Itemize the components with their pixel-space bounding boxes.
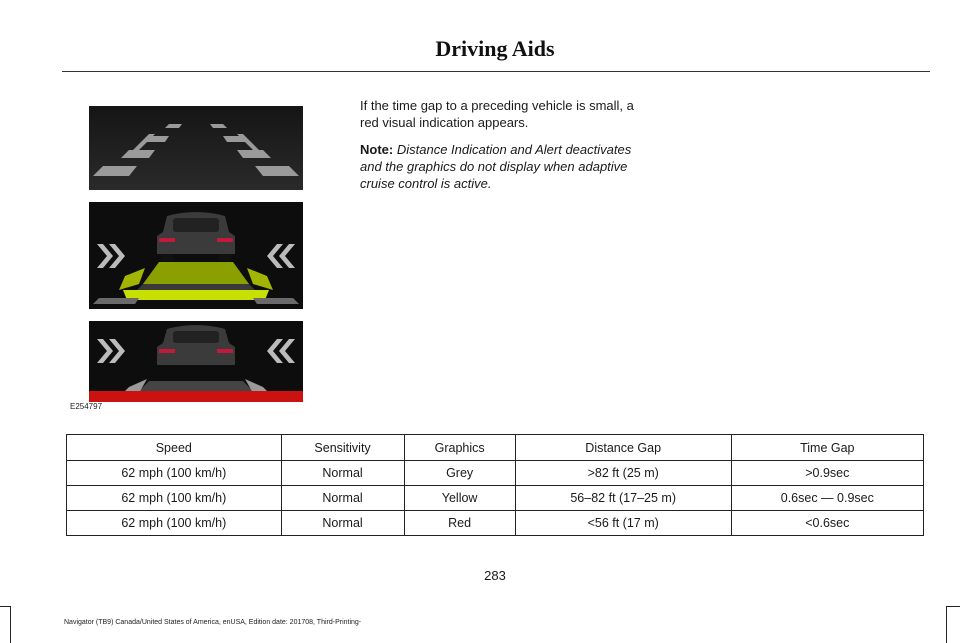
page-number: 283	[484, 568, 506, 583]
table-cell: <56 ft (17 m)	[515, 511, 731, 536]
body-text	[360, 97, 635, 202]
crop-mark	[0, 606, 11, 607]
column-header-distance-gap: Distance Gap	[515, 435, 731, 461]
table-cell: Normal	[281, 461, 404, 486]
crop-mark	[10, 606, 11, 643]
crop-mark	[946, 606, 960, 607]
table-cell: Normal	[281, 511, 404, 536]
table-cell: Grey	[404, 461, 515, 486]
column-header-speed: Speed	[67, 435, 282, 461]
column-header-sensitivity: Sensitivity	[281, 435, 404, 461]
table-cell: >82 ft (25 m)	[515, 461, 731, 486]
page-title: Driving Aids	[435, 36, 555, 61]
column-header-time-gap: Time Gap	[731, 435, 923, 461]
table-cell: 62 mph (100 km/h)	[67, 486, 282, 511]
table-row	[67, 486, 924, 511]
table-header-row	[67, 435, 924, 461]
table-cell: 62 mph (100 km/h)	[67, 511, 282, 536]
table-cell: >0.9sec	[731, 461, 923, 486]
figure-id: E254797	[70, 402, 103, 411]
table-row	[67, 511, 924, 536]
table-cell: <0.6sec	[731, 511, 923, 536]
crop-mark	[946, 606, 947, 643]
table-cell: Red	[404, 511, 515, 536]
table-cell: Yellow	[404, 486, 515, 511]
column-header-graphics: Graphics	[404, 435, 515, 461]
body-paragraph: If the time gap to a preceding vehicle is small, a red visual indication appears.	[360, 98, 634, 130]
yellow-distance-graphic	[89, 202, 303, 309]
note-label: Note:	[360, 142, 394, 157]
note-text: Distance Indication and Alert deactivates and the graphics do not display when adaptive cruise control is active.	[360, 142, 632, 191]
table-row	[67, 461, 924, 486]
red-distance-graphic	[89, 321, 303, 402]
table-cell: 62 mph (100 km/h)	[67, 461, 282, 486]
distance-gap-table	[66, 434, 924, 536]
table-cell: 0.6sec — 0.9sec	[731, 486, 923, 511]
table-cell: 56–82 ft (17–25 m)	[515, 486, 731, 511]
table-cell: Normal	[281, 486, 404, 511]
note-paragraph	[360, 141, 635, 192]
grey-distance-graphic	[89, 106, 303, 190]
header-divider	[62, 71, 930, 72]
footer-text: Navigator (TB9) Canada/United States of America, enUSA, Edition date: 201708, Third-Printing-	[64, 619, 362, 626]
